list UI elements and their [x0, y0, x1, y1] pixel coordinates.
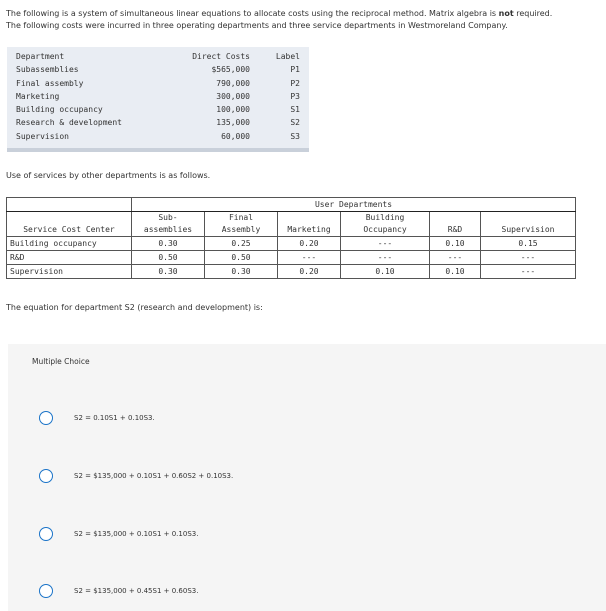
option-text: S2 = 0.10S1 + 0.10S3.	[74, 414, 155, 422]
direct-costs-table	[16, 50, 302, 143]
usage-value: ---	[430, 251, 481, 265]
header-text: R&D	[447, 225, 463, 234]
header-text: Sub-	[158, 213, 178, 222]
radio-button[interactable]	[39, 527, 53, 541]
department-name: Final assembly	[16, 78, 84, 88]
intro-text-b: required.	[513, 9, 553, 18]
header-building-occupancy	[341, 212, 430, 237]
usage-value: 0.10	[430, 237, 481, 251]
usage-value: 0.15	[481, 237, 576, 251]
usage-value: 0.20	[278, 237, 341, 251]
direct-cost: 135,000	[216, 118, 250, 128]
intro-line-1	[6, 8, 602, 20]
service-center-name: Supervision	[7, 265, 132, 279]
table-row	[16, 63, 302, 76]
usage-value: ---	[481, 265, 576, 279]
user-departments-header: User Departments	[132, 198, 576, 212]
direct-cost: 60,000	[221, 131, 250, 141]
table-row	[7, 251, 576, 265]
service-usage-table	[6, 197, 576, 279]
column-header-row	[7, 212, 576, 237]
header-text: Service Cost Center	[23, 225, 115, 234]
table-row	[16, 90, 302, 103]
radio-button[interactable]	[39, 584, 53, 598]
department-name: Supervision	[16, 131, 69, 141]
header-text: Occupancy	[363, 225, 407, 234]
direct-cost: 100,000	[216, 105, 250, 115]
usage-value: 0.30	[205, 265, 278, 279]
header-text: Final	[228, 213, 254, 222]
option-text: S2 = $135,000 + 0.10S1 + 0.10S3.	[74, 530, 199, 538]
intro-line-2: The following costs were incurred in three operating departments and three service departments in Westmoreland Company.	[6, 21, 508, 30]
usage-value: ---	[341, 237, 430, 251]
usage-value: ---	[278, 251, 341, 265]
radio-button[interactable]	[39, 469, 53, 483]
department-label: S1	[290, 105, 300, 115]
direct-cost: 790,000	[216, 78, 250, 88]
multiple-choice-panel	[8, 344, 606, 611]
department-label: P1	[290, 65, 300, 75]
table-row	[7, 237, 576, 251]
usage-value: 0.20	[278, 265, 341, 279]
table-row	[16, 103, 302, 116]
department-name: Building occupancy	[16, 105, 103, 115]
usage-value: 0.25	[205, 237, 278, 251]
usage-value: 0.30	[132, 265, 205, 279]
header-text: Building	[365, 213, 405, 222]
service-center-name: R&D	[7, 251, 132, 265]
header-rnd	[430, 212, 481, 237]
usage-value: 0.10	[341, 265, 430, 279]
intro-text-a: The following is a system of simultaneous linear equations to allocate costs using the reciprocal method. Matrix algebra is	[6, 9, 499, 18]
answer-option-4[interactable]	[39, 581, 198, 601]
cost-header-row	[16, 50, 302, 63]
header-supervision	[481, 212, 576, 237]
department-name: Marketing	[16, 91, 60, 101]
table-row	[7, 265, 576, 279]
department-label: P2	[290, 78, 300, 88]
services-usage-label: Use of services by other departments is as follows.	[6, 171, 211, 180]
department-name: Research & development	[16, 118, 122, 128]
header-label: Label	[275, 52, 300, 61]
direct-cost: $565,000	[211, 65, 250, 75]
department-label: P3	[290, 91, 300, 101]
usage-value: 0.50	[132, 251, 205, 265]
multiple-choice-title: Multiple Choice	[32, 357, 90, 366]
header-marketing	[278, 212, 341, 237]
department-label: S3	[290, 131, 300, 141]
answer-option-1[interactable]	[39, 408, 155, 428]
usage-value: ---	[481, 251, 576, 265]
department-name: Subassemblies	[16, 65, 79, 75]
service-center-name: Building occupancy	[7, 237, 132, 251]
usage-value: 0.30	[132, 237, 205, 251]
table-row	[16, 130, 302, 143]
radio-button[interactable]	[39, 411, 53, 425]
header-service-cost-center	[7, 212, 132, 237]
header-department: Department	[16, 52, 65, 61]
header-text: assemblies	[143, 225, 193, 234]
question-text: The equation for department S2 (research and development) is:	[6, 303, 263, 312]
header-text: Supervision	[501, 225, 555, 234]
usage-value: ---	[341, 251, 430, 265]
answer-option-3[interactable]	[39, 524, 198, 544]
header-subassemblies	[132, 212, 205, 237]
empty-corner	[7, 198, 132, 212]
table-row	[16, 116, 302, 129]
option-text: S2 = $135,000 + 0.45S1 + 0.60S3.	[74, 587, 199, 595]
header-direct-costs: Direct Costs	[192, 52, 250, 61]
header-text: Marketing	[287, 225, 331, 234]
problem-intro	[6, 8, 602, 32]
direct-costs-panel	[7, 47, 309, 152]
usage-value: 0.10	[430, 265, 481, 279]
header-text: Assembly	[221, 225, 261, 234]
direct-cost: 300,000	[216, 91, 250, 101]
header-final-assembly	[205, 212, 278, 237]
table-row	[16, 77, 302, 90]
option-text: S2 = $135,000 + 0.10S1 + 0.60S2 + 0.10S3.	[74, 472, 234, 480]
department-label: S2	[290, 118, 300, 128]
answer-option-2[interactable]	[39, 466, 233, 486]
usage-value: 0.50	[205, 251, 278, 265]
group-header-row	[7, 198, 576, 212]
intro-bold: not	[498, 9, 514, 18]
